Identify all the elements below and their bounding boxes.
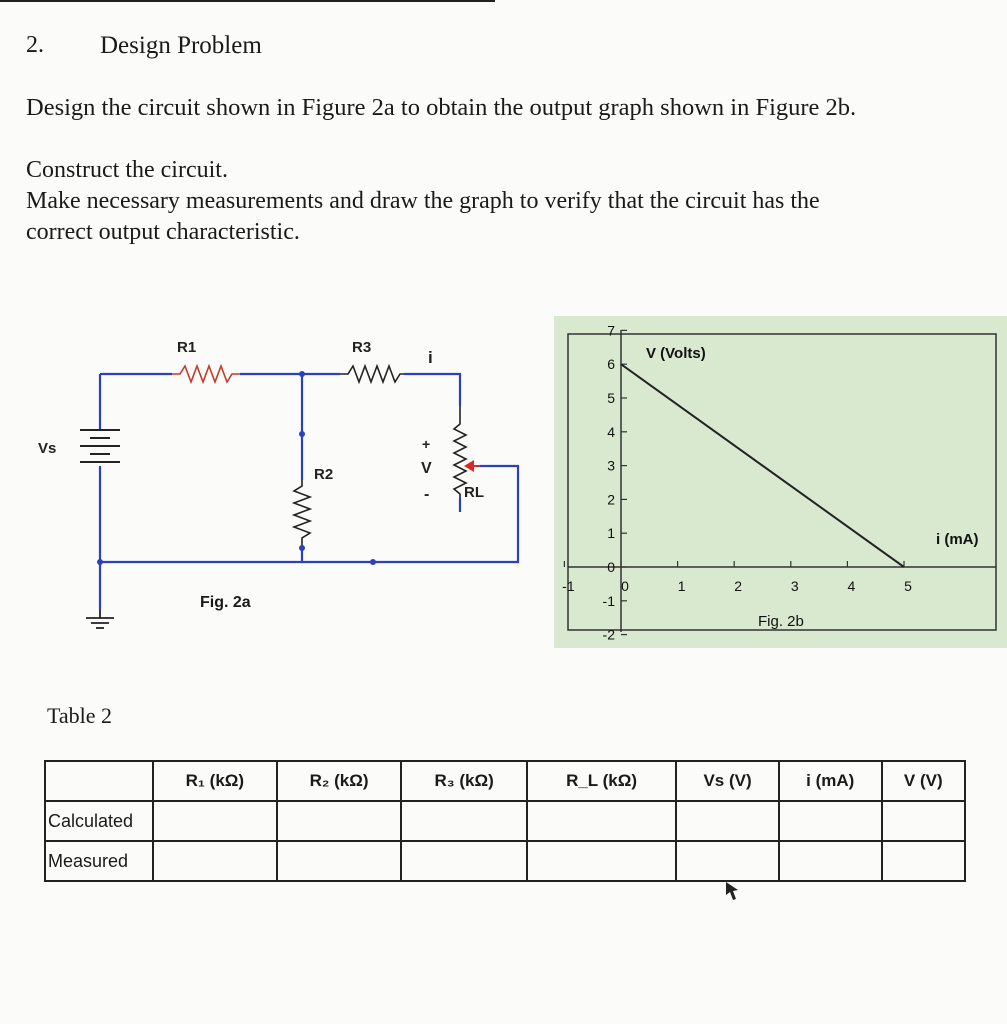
junction-dot — [299, 545, 305, 551]
cursor-arrow-icon — [722, 880, 742, 902]
table-corner-cell — [45, 761, 153, 801]
col-header-i: i (mA) — [779, 761, 882, 801]
row-label-calculated: Calculated — [45, 801, 153, 841]
y-tick-label: 2 — [607, 491, 615, 508]
vs-label: Vs — [38, 440, 57, 457]
y-axis-title: V (Volts) — [646, 345, 706, 362]
table-cell[interactable] — [779, 801, 882, 841]
table-row — [45, 841, 965, 881]
ground-icon — [86, 610, 114, 628]
x-tick-label: 0 — [621, 578, 629, 594]
table-caption: Table 2 — [47, 703, 113, 728]
table-cell[interactable] — [676, 841, 779, 881]
table-cell[interactable] — [779, 841, 882, 881]
x-tick-label: 1 — [677, 578, 686, 594]
circuit-diagram — [0, 320, 540, 640]
r3-resistor — [340, 366, 404, 382]
plus-sign: + — [422, 436, 431, 452]
x-tick-label: 2 — [734, 578, 743, 594]
graph-2b — [554, 316, 1007, 648]
instruction-line: Construct the circuit. — [26, 157, 228, 183]
junction-dot — [370, 559, 376, 565]
instructions — [26, 155, 820, 248]
table-cell[interactable] — [676, 801, 779, 841]
wire-top-right — [404, 374, 460, 406]
x-tick-label: 3 — [790, 578, 799, 594]
table-cell[interactable] — [153, 801, 277, 841]
results-table — [44, 760, 966, 882]
y-tick-label: 0 — [607, 559, 615, 575]
problem-title: Design Problem — [100, 32, 262, 59]
instruction-line: correct output characteristic. — [26, 219, 300, 245]
junction-dot — [299, 431, 305, 437]
table-cell[interactable] — [882, 841, 965, 881]
rl-label: RL — [464, 484, 484, 501]
plot-frame — [568, 334, 996, 630]
table-cell[interactable] — [527, 801, 676, 841]
y-tick-label: 3 — [607, 457, 615, 474]
series-line — [621, 364, 904, 567]
table-header-row — [45, 761, 965, 801]
fig2a-caption: Fig. 2a — [200, 594, 251, 611]
r2-label: R2 — [314, 466, 334, 483]
row-label-measured: Measured — [45, 841, 153, 881]
r1-label: R1 — [177, 339, 197, 356]
y-tick-label: 1 — [607, 525, 615, 542]
junction-dot — [97, 559, 103, 565]
col-header-rl: R_L (kΩ) — [527, 761, 676, 801]
r3-label: R3 — [352, 339, 372, 356]
y-tick-label: -1 — [602, 592, 615, 609]
x-tick-label: 5 — [904, 578, 912, 594]
col-header-r1: R₁ (kΩ) — [153, 761, 277, 801]
problem-number: 2. — [26, 32, 44, 58]
table-cell[interactable] — [153, 841, 277, 881]
y-tick-label: -2 — [602, 626, 615, 643]
col-header-r2: R₂ (kΩ) — [277, 761, 402, 801]
y-tick-label: 6 — [607, 356, 615, 373]
y-tick-label: 4 — [607, 423, 615, 440]
col-header-r3: R₃ (kΩ) — [401, 761, 526, 801]
problem-statement: Design the circuit shown in Figure 2a to obtain the output graph shown in Figure 2b. — [26, 94, 857, 121]
table-cell[interactable] — [882, 801, 965, 841]
table-cell[interactable] — [401, 801, 526, 841]
table-cell[interactable] — [401, 841, 526, 881]
y-tick-label: 7 — [607, 322, 615, 339]
chart-title: Fig. 2b — [758, 613, 804, 630]
minus-sign: - — [424, 486, 430, 503]
table-row — [45, 801, 965, 841]
junction-dot — [299, 371, 305, 377]
r1-resistor — [172, 366, 240, 382]
table-cell[interactable] — [277, 801, 402, 841]
col-header-vs: Vs (V) — [676, 761, 779, 801]
x-tick-label: -1 — [562, 578, 575, 594]
instruction-line: Make necessary measurements and draw the graph to verify that the circuit has the — [26, 188, 820, 214]
table-cell[interactable] — [277, 841, 402, 881]
top-rule — [0, 0, 495, 2]
current-label: i — [428, 348, 433, 367]
wire-bottom — [100, 466, 518, 562]
x-axis-title: i (mA) — [936, 531, 979, 548]
y-tick-label: 5 — [607, 390, 615, 406]
battery-icon — [80, 430, 120, 462]
col-header-v: V (V) — [882, 761, 965, 801]
r2-resistor — [294, 480, 310, 548]
x-tick-label: 4 — [847, 578, 856, 594]
voltage-label: V — [421, 460, 432, 477]
table-cell[interactable] — [527, 841, 676, 881]
